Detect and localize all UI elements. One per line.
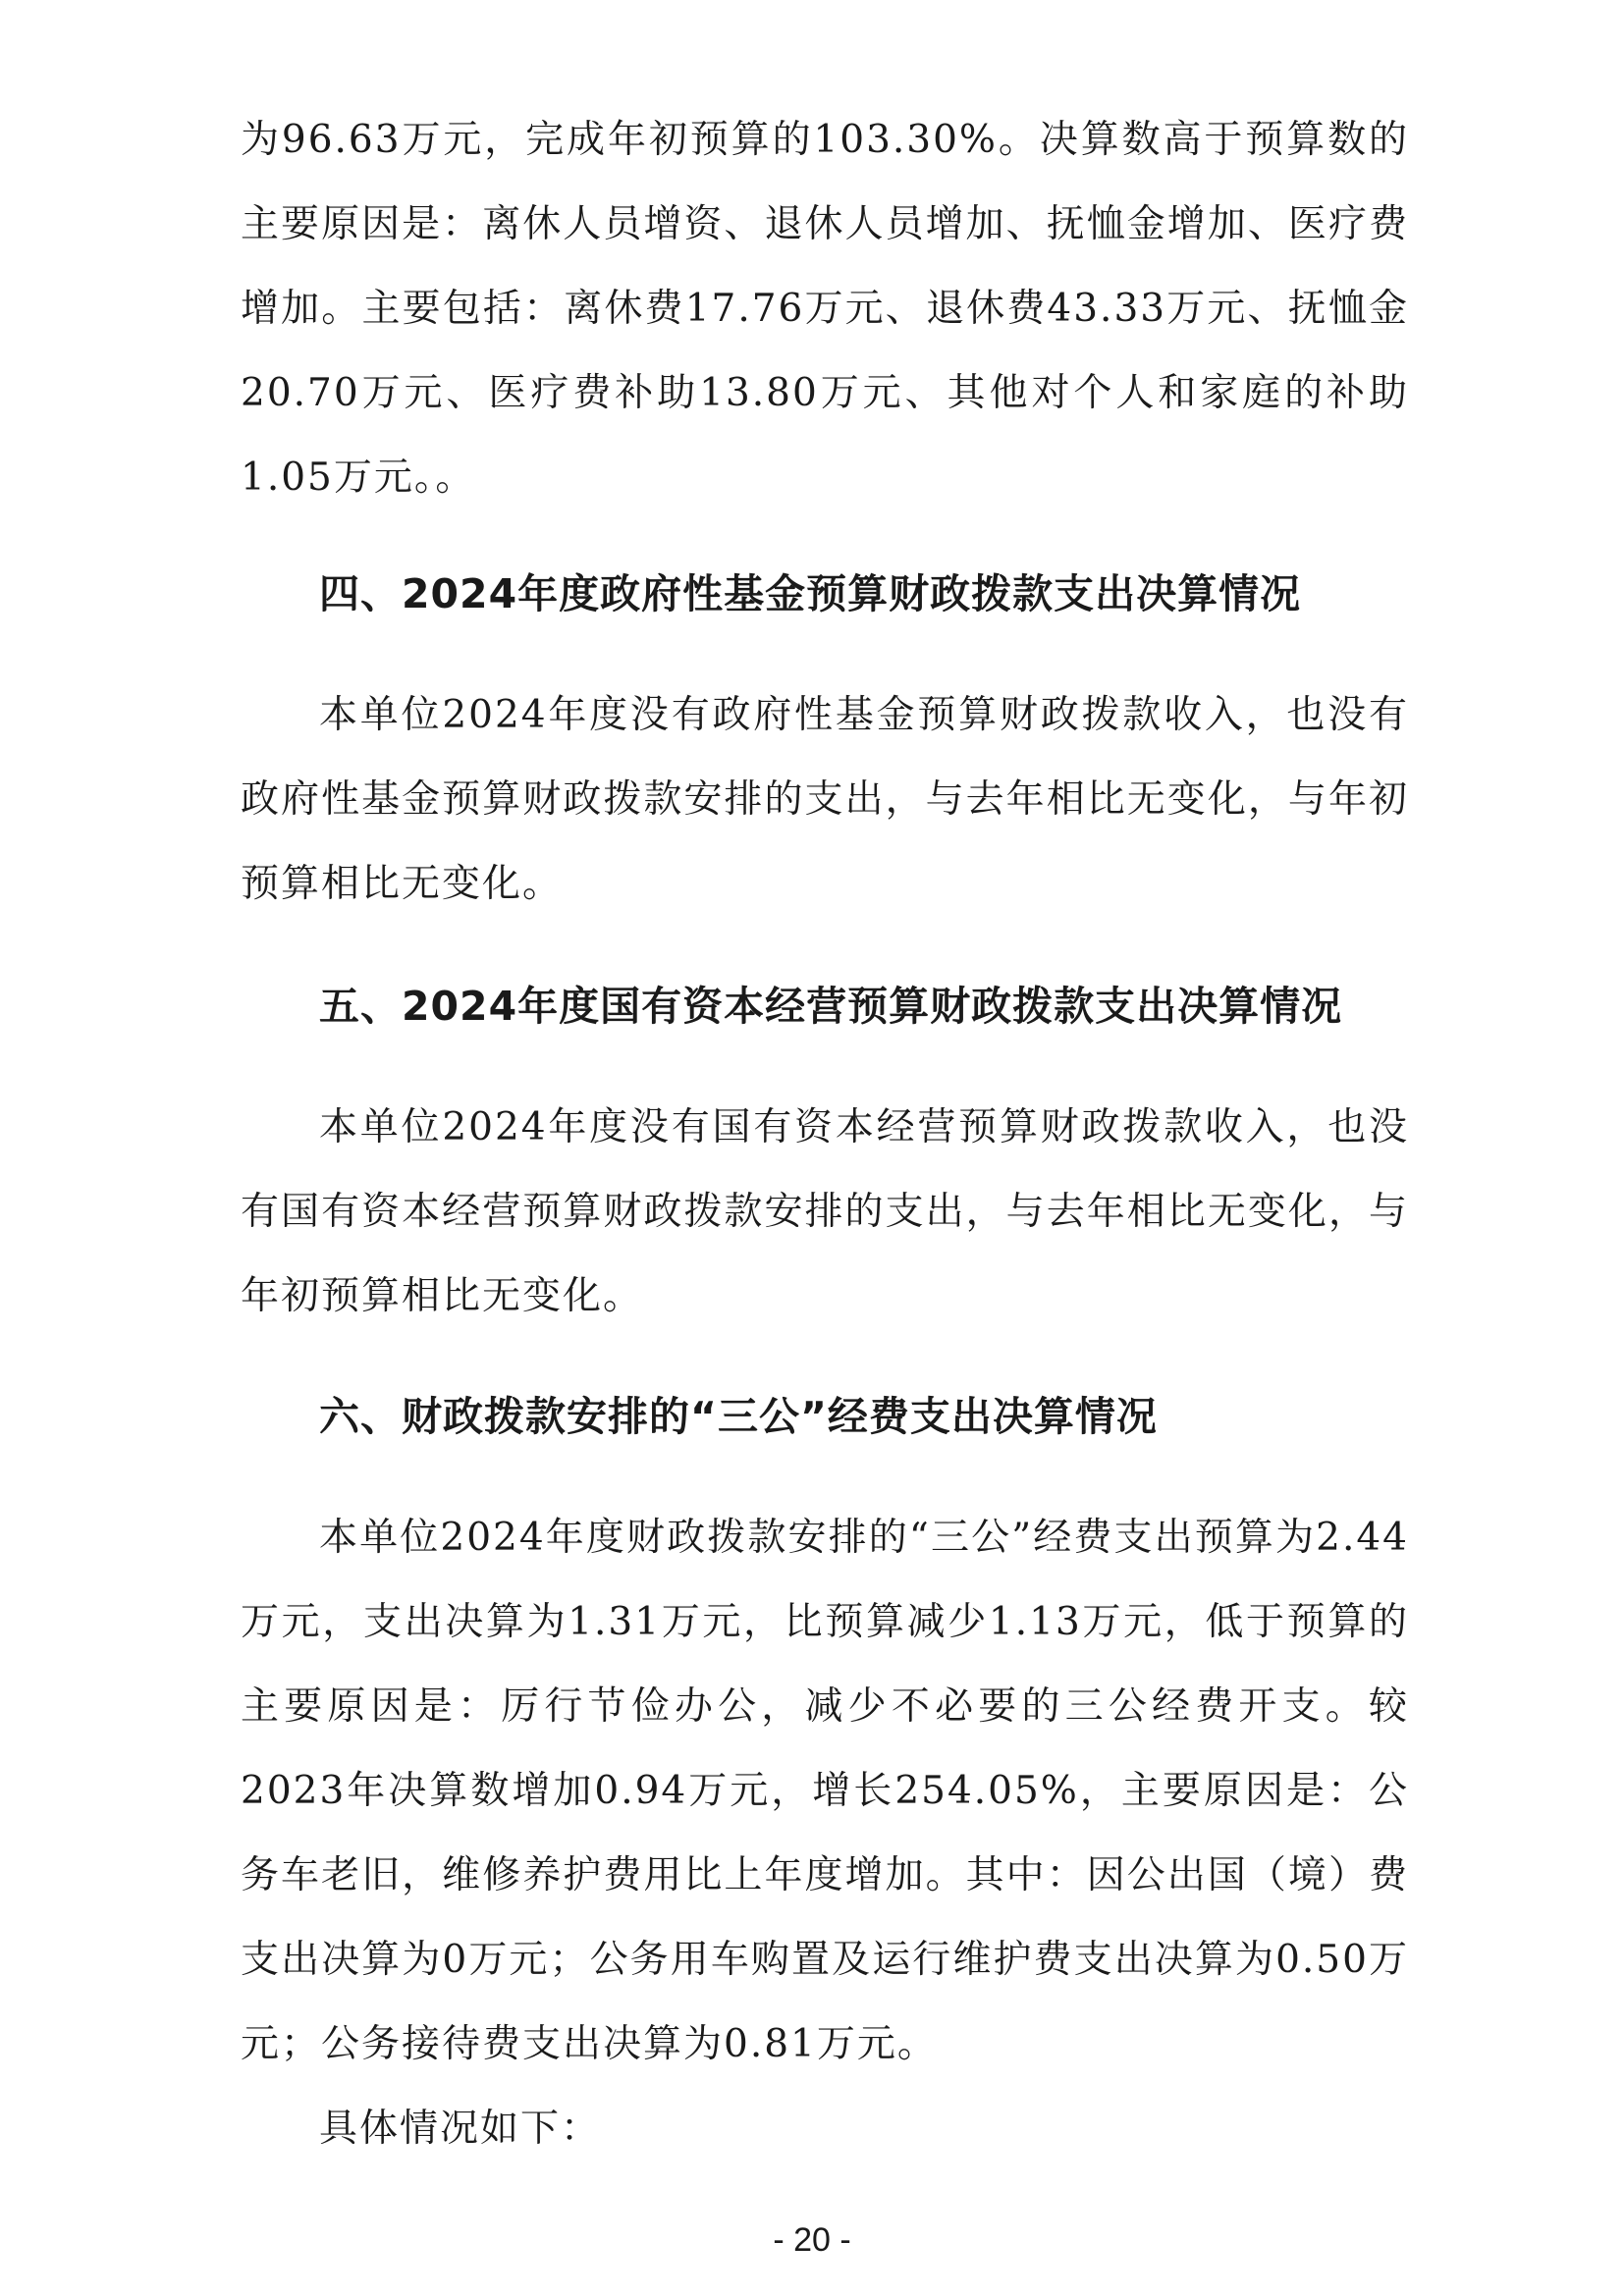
paragraph-pension-expenditure: 为96.63万元，完成年初预算的103.30%。决算数高于预算数的主要原因是：离休人员增资、退休人员增加、抚恤金增加、医疗费增加。主要包括：离休费17.76万元、退休费43.33万元、抚恤金20.70万元、医疗费补助13.80万元、其他对个人和家庭的补助1.05万元。。: [241, 118, 1409, 500]
heading-section-6-three-public-expenses: 六、财政拨款安排的“三公”经费支出决算情况: [319, 1393, 1158, 1440]
heading-section-4-government-fund: 四、2024年度政府性基金预算财政拨款支出决算情况: [319, 570, 1302, 617]
paragraph-state-capital: 本单位2024年度没有国有资本经营预算财政拨款收入，也没有国有资本经营预算财政拨款安排的支出，与去年相比无变化，与年初预算相比无变化。: [241, 1105, 1409, 1318]
page-number: - 20 -: [773, 2221, 851, 2259]
paragraph-three-public-expenses: 本单位2024年度财政拨款安排的“三公”经费支出预算为2.44万元，支出决算为1.31万元，比预算减少1.13万元，低于预算的主要原因是：厉行节俭办公，减少不必要的三公经费开支。较2023年决算数增加0.94万元，增长254.05%，主要原因是：公务车老旧，维修养护费用比上年度增加。其中：因公出国（境）费支出决算为0万元；公务用车购置及运行维护费支出决算为0.50万元；公务接待费支出决算为0.81万元。: [241, 1516, 1409, 2066]
heading-section-5-state-capital: 五、2024年度国有资本经营预算财政拨款支出决算情况: [319, 983, 1343, 1030]
paragraph-government-fund: 本单位2024年度没有政府性基金预算财政拨款收入，也没有政府性基金预算财政拨款安排的支出，与去年相比无变化，与年初预算相比无变化。: [241, 693, 1409, 906]
paragraph-details-intro: 具体情况如下：: [319, 2107, 602, 2151]
